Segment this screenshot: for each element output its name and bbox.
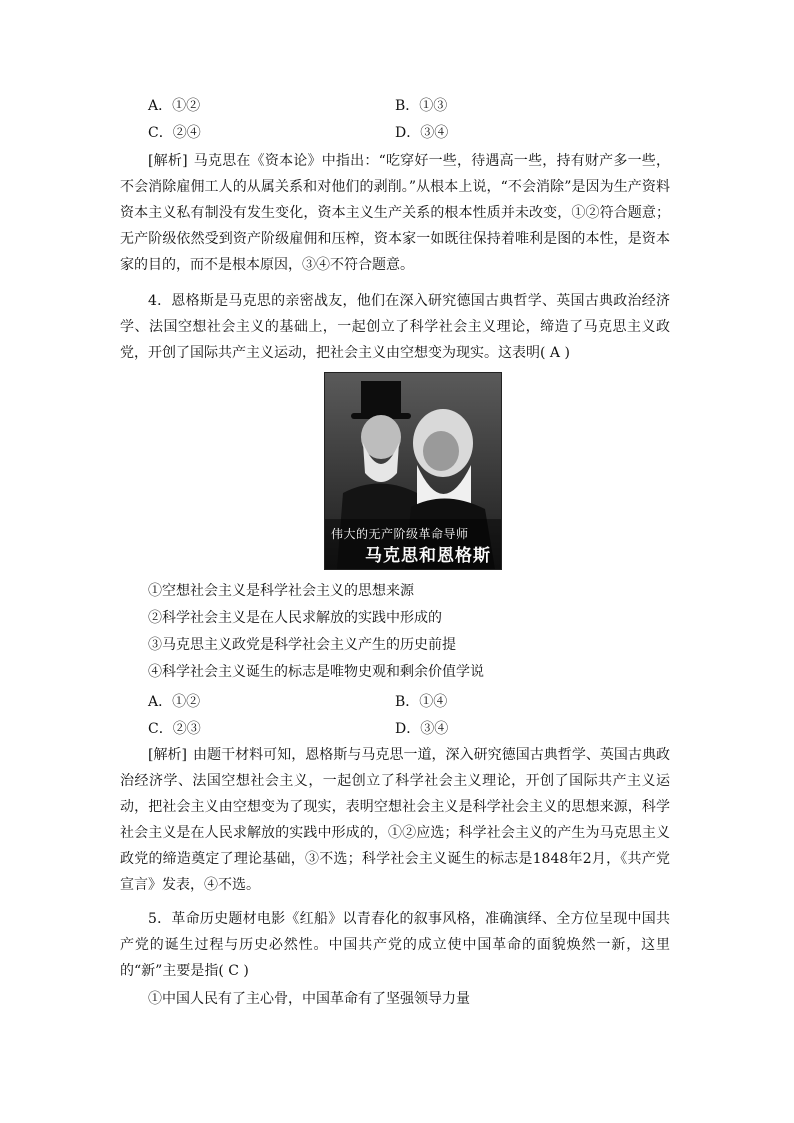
- q4-analysis-tag: [解析]: [148, 747, 188, 763]
- q5-stem: 5．革命历史题材电影《红船》以青春化的叙事风格，准确演绎、全方位呈现中国共产党的诞生过程与历史必然性。中国共产党的成立使中国革命的面貌焕然一新，这里的“新”主要是指( C ): [120, 911, 670, 979]
- marx-engels-photo: [324, 372, 502, 570]
- q4-item-2: ②科学社会主义是在人民求解放的实践中形成的: [148, 610, 442, 626]
- q4-options-row-1: [148, 690, 668, 712]
- photo-caption-line-1: 伟大的无产阶级革命导师: [331, 527, 469, 541]
- q4-option-d: D．③④: [395, 721, 449, 737]
- q3-option-a: A．①②: [148, 98, 201, 114]
- q3-analysis: [120, 148, 670, 278]
- q4-analysis-text: 由题干材料可知，恩格斯与马克思一道，深入研究德国古典哲学、英国古典政治经济学、法国空想社会主义，一起创立了科学社会主义理论，开创了国际共产主义运动，把社会主义由空想变为了现实，表明空想社会主义是科学社会主义的思想来源，科学社会主义是在人民求解放的实践中形成的，①②应选；科学社会主义的产生为马克思主义政党的缔造奠定了理论基础，③不选；科学社会主义诞生的标志是1848年2月，《共产党宣言》发表，④不选。: [120, 747, 670, 893]
- q3-option-b: B．①③: [395, 98, 448, 114]
- q4-options-row-2: [148, 717, 668, 739]
- q4-item-3: ③马克思主义政党是科学社会主义产生的历史前提: [148, 637, 456, 653]
- q3-options-row-2: [148, 121, 668, 143]
- q3-option-d: D．③④: [395, 125, 449, 141]
- photo-caption-line-2: 马克思和恩格斯: [365, 546, 491, 566]
- q4-stem: 4．恩格斯是马克思的亲密战友，他们在深入研究德国古典哲学、英国古典政治经济学、法国空想社会主义的基础上，一起创立了科学社会主义理论，缔造了马克思主义政党，开创了国际共产主义运动，把社会主义由空想变为现实。这表明( A ): [120, 293, 670, 361]
- q4-option-a: A．①②: [148, 694, 201, 710]
- q3-analysis-tag: [解析]: [148, 153, 188, 169]
- q4-item-1: ①空想社会主义是科学社会主义的思想来源: [148, 583, 414, 599]
- q4-item-4: ④科学社会主义诞生的标志是唯物史观和剩余价值学说: [148, 664, 484, 680]
- q5-item-1: ①中国人民有了主心骨，中国革命有了坚强领导力量: [148, 991, 470, 1007]
- q3-option-c: C．②④: [148, 125, 201, 141]
- q4-analysis: [120, 742, 670, 898]
- q4-option-b: B．①④: [395, 694, 448, 710]
- q3-analysis-text: 马克思在《资本论》中指出：“吃穿好一些，待遇高一些，持有财产多一些，不会消除雇佣工人的从属关系和对他们的剥削。”从根本上说，“不会消除”是因为生产资料资本主义私有制没有发生变化，资本主义生产关系的根本性质并未改变，①②符合题意；无产阶级依然受到资产阶级雇佣和压榨，资本家一如既往保持着唯利是图的本性，是资本家的目的，而不是根本原因，③④不符合题意。: [120, 153, 670, 273]
- q4-option-c: C．②③: [148, 721, 201, 737]
- q3-options-row-1: [148, 94, 668, 116]
